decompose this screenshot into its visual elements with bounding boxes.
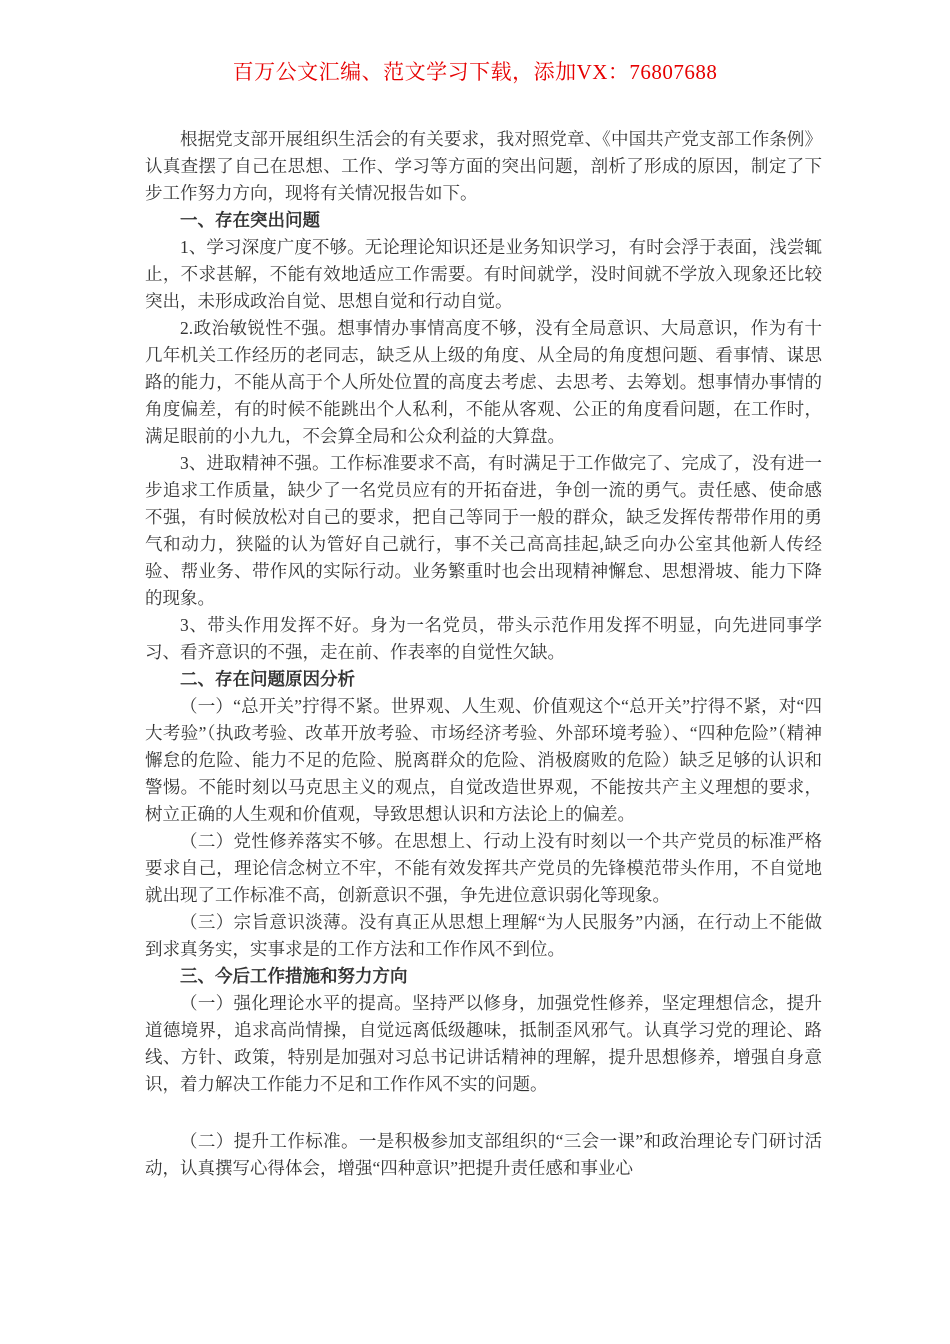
paragraph-problem-4: 3、带头作用发挥不好。身为一名党员，带头示范作用发挥不明显，向先进同事学习、看齐意识的不强，走在前、作表率的自觉性欠缺。 — [145, 615, 822, 662]
paragraph-problem-3: 3、进取精神不强。工作标准要求不高，有时满足于工作做完了、完成了，没有进一步追求工作质量，缺少了一名党员应有的开拓奋进，争创一流的勇气。责任感、使命感不强，有时候放松对自己的要求，把自己等同于一般的群众，缺乏发挥传帮带作用的勇气和动力，狭隘的认为管好自己就行，事不关己高高挂起,缺乏向办公室其他新人传经验、帮业务、带作风的实际行动。业务繁重时也会出现精神懈怠、思想滑坡、能力下降的现象。 — [145, 453, 822, 608]
section-heading-2: 二、存在问题原因分析 — [180, 669, 355, 689]
section-heading-1: 一、存在突出问题 — [180, 210, 320, 230]
paragraph-cause-1: （一）“总开关”拧得不紧。世界观、人生观、价值观这个“总开关”拧得不紧，对“四大考验”（执政考验、改革开放考验、市场经济考验、外部环境考验）、“四种危险”（精神懈怠的危险、能力不足的危险、脱离群众的危险、消极腐败的危险）缺乏足够的认识和警惕。不能时刻以马克思主义的观点，自觉改造世界观，不能按共产主义理想的要求，树立正确的人生观和价值观，导致思想认识和方法论上的偏差。 — [145, 696, 822, 824]
paragraph-cause-2: （二）党性修养落实不够。在思想上、行动上没有时刻以一个共产党员的标准严格要求自己，理论信念树立不牢，不能有效发挥共产党员的先锋模范带头作用，不自觉地就出现了工作标准不高，创新意识不强，争先进位意识弱化等现象。 — [145, 831, 822, 905]
document-body — [0, 126, 950, 1182]
paragraph-measure-1: （一）强化理论水平的提高。坚持严以修身，加强党性修养，坚定理想信念，提升道德境界，追求高尚情操，自觉远离低级趣味，抵制歪风邪气。认真学习党的理论、路线、方针、政策，特别是加强对习总书记讲话精神的理解，提升思想修养，增强自身意识，着力解决工作能力不足和工作作风不实的问题。 — [145, 993, 822, 1094]
promo-header-text: 百万公文汇编、范文学习下载，添加VX：76807688 — [232, 60, 718, 84]
section-heading-3: 三、今后工作措施和努力方向 — [180, 966, 408, 986]
paragraph-problem-2: 2.政治敏锐性不强。想事情办事情高度不够，没有全局意识、大局意识，作为有十几年机关工作经历的老同志，缺乏从上级的角度、从全局的角度想问题、看事情、谋思路的能力，不能从高于个人所处位置的高度去考虑、去思考、去筹划。想事情办事情的角度偏差，有的时候不能跳出个人私利，不能从客观、公正的角度看问题，在工作时，满足眼前的小九九，不会算全局和公众利益的大算盘。 — [145, 318, 822, 446]
paragraph-problem-1: 1、学习深度广度不够。无论理论知识还是业务知识学习，有时会浮于表面，浅尝辄止，不求甚解，不能有效地适应工作需要。有时间就学，没时间就不学放入现象还比较突出，未形成政治自觉、思想自觉和行动自觉。 — [145, 237, 822, 311]
paragraph-cause-3: （三）宗旨意识淡薄。没有真正从思想上理解“为人民服务”内涵，在行动上不能做到求真务实，实事求是的工作方法和工作作风不到位。 — [145, 912, 822, 959]
paragraph-measure-2: （二）提升工作标准。一是积极参加支部组织的“三会一课”和政治理论专门研讨活动，认真撰写心得体会，增强“四种意识”把提升责任感和事业心 — [145, 1131, 822, 1178]
paragraph-intro: 根据党支部开展组织生活会的有关要求，我对照党章、《中国共产党支部工作条例》认真查摆了自己在思想、工作、学习等方面的突出问题，剖析了形成的原因，制定了下步工作努力方向，现将有关情况报告如下。 — [145, 129, 822, 203]
